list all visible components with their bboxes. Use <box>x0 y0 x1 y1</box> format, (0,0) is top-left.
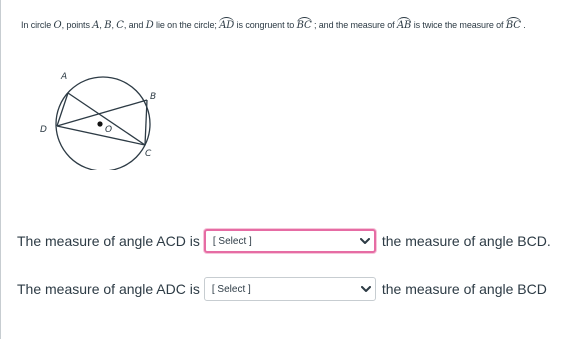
var-d: D <box>145 20 154 31</box>
content-frame-border <box>0 0 1 339</box>
arc-bc-2: BC <box>505 20 521 31</box>
chevron-down-icon <box>361 286 371 293</box>
prompt-text: is twice the measure of <box>411 20 506 30</box>
select-2-value: [ Select ] <box>211 283 251 295</box>
arc-bc: BC <box>296 20 312 31</box>
var-b: B <box>104 20 112 31</box>
prompt-text: , <box>99 20 105 30</box>
circle-diagram <box>33 70 163 170</box>
statement-2-suffix: the measure of angle BCD <box>381 281 547 297</box>
arc-ad: AD <box>219 20 235 31</box>
prompt-text: ; and the measure of <box>311 20 397 30</box>
prompt-text: , <box>111 20 117 30</box>
chord-bc <box>145 100 147 145</box>
prompt-text: . <box>520 20 526 30</box>
label-b: B <box>150 92 157 102</box>
select-1-value: [ Select ] <box>212 235 252 247</box>
statement-row-2 <box>17 276 547 302</box>
label-o: O <box>105 125 113 135</box>
answer-select-2[interactable] <box>204 277 376 301</box>
prompt-text: is congruent to <box>234 20 297 30</box>
prompt-text: , points <box>61 20 93 30</box>
statement-1-prefix: The measure of angle ACD is <box>17 233 200 249</box>
circle-outline <box>56 77 150 170</box>
prompt-text: In circle <box>21 20 54 30</box>
label-a: A <box>61 72 68 82</box>
chevron-down-icon <box>360 238 370 245</box>
answer-select-1[interactable] <box>204 229 376 253</box>
var-o: O <box>53 20 62 31</box>
question-prompt <box>21 20 526 31</box>
prompt-text: lie on the circle; <box>153 20 220 30</box>
chord-db <box>57 100 147 126</box>
prompt-text: , and <box>123 20 146 30</box>
label-c: C <box>145 149 152 159</box>
statement-2-prefix: The measure of angle ADC is <box>17 281 200 297</box>
statement-1-suffix: the measure of angle BCD. <box>381 233 551 249</box>
label-d: D <box>40 125 47 135</box>
var-c: C <box>116 20 124 31</box>
statement-row-1 <box>17 228 551 254</box>
arc-ab: AB <box>396 20 412 31</box>
center-point <box>97 121 102 126</box>
var-a: A <box>92 20 100 31</box>
circle-figure <box>33 70 163 175</box>
